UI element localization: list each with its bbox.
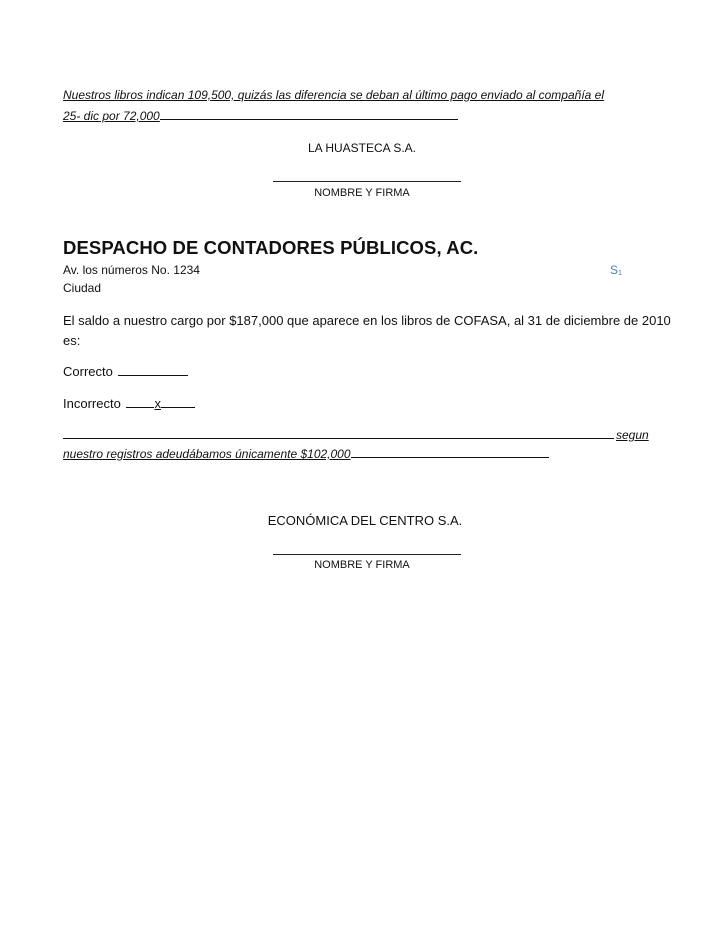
correct-blank xyxy=(118,374,188,376)
remark-line-2-text: nuestro registros adeudábamos únicamente $102,000 xyxy=(63,447,351,461)
remark-line-2 xyxy=(63,447,549,461)
note-line-2 xyxy=(63,109,458,123)
address-line: Av. los números No. 1234 xyxy=(63,263,200,277)
second-signature-label: NOMBRE Y FIRMA xyxy=(314,559,410,571)
incorrect-mark: x xyxy=(154,396,161,411)
incorrect-label: Incorrecto xyxy=(63,396,121,411)
city-line: Ciudad xyxy=(63,281,102,295)
note-line-2-blank xyxy=(160,118,458,120)
incorrect-blank-left xyxy=(126,406,154,408)
remark-line-2-blank xyxy=(351,456,549,458)
second-company-name: ECONÓMICA DEL CENTRO S.A. xyxy=(267,513,463,528)
side-mark: S₁ xyxy=(610,263,623,277)
letter-heading: DESPACHO DE CONTADORES PÚBLICOS, AC. xyxy=(63,237,479,258)
second-signature-line xyxy=(273,554,461,555)
remark-blank xyxy=(63,437,614,439)
first-company-name: LA HUASTECA S.A. xyxy=(307,141,417,155)
incorrect-blank-right xyxy=(161,406,195,408)
remark-line-1 xyxy=(63,428,649,442)
remark-end: segun xyxy=(616,428,649,442)
balance-paragraph-line-2: es: xyxy=(63,333,81,348)
first-signature-label: NOMBRE Y FIRMA xyxy=(314,187,410,199)
correct-label: Correcto xyxy=(63,364,113,379)
note-line-1: Nuestros libros indican 109,500, quizás las diferencia se deban al último pago enviado al compañía el xyxy=(63,88,605,102)
first-signature-line xyxy=(273,181,461,182)
incorrect-option xyxy=(63,396,195,411)
balance-paragraph-line-1: El saldo a nuestro cargo por $187,000 que aparece en los libros de COFASA, al 31 de diciembre de 2010 xyxy=(63,313,671,328)
note-line-2-text: 25- dic por 72,000 xyxy=(63,109,160,123)
correct-option xyxy=(63,364,188,379)
